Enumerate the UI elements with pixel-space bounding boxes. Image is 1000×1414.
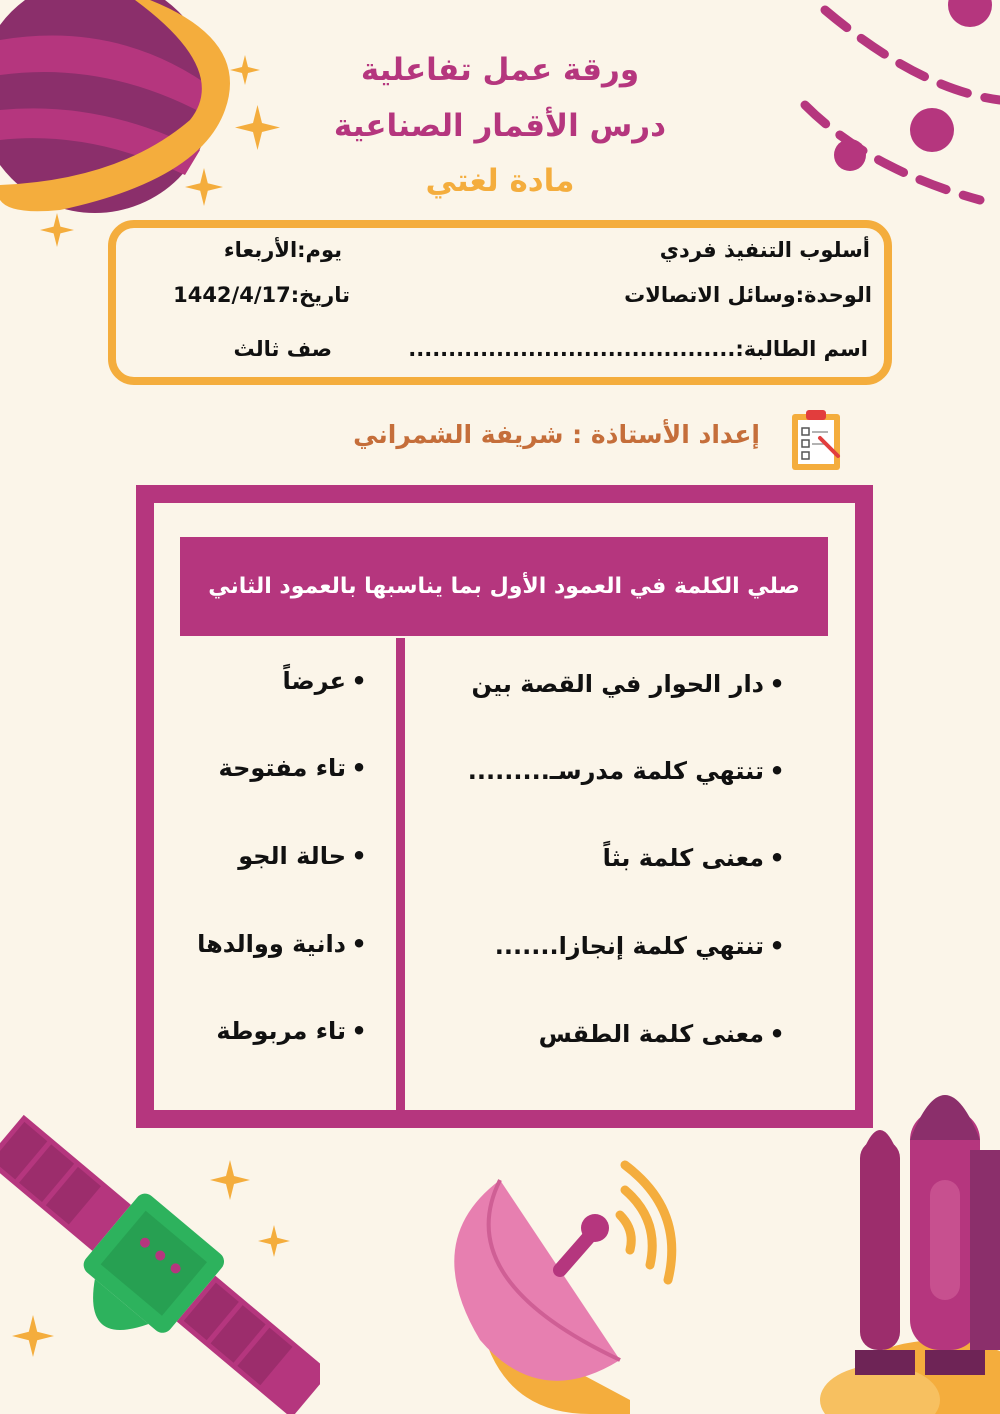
- date-label: تاريخ:1442/4/17: [173, 283, 350, 307]
- column2-item[interactable]: •دانية ووالدها: [197, 930, 367, 958]
- orbit-icon: [790, 0, 1000, 215]
- teacher-credit: إعداد الأستاذة : شريفة الشمراني: [353, 420, 760, 449]
- column1-item[interactable]: •معنى كلمة الطقس: [538, 1020, 785, 1048]
- grade-label: صف ثالث: [233, 337, 332, 361]
- column1-item[interactable]: •معنى كلمة بثاً: [602, 844, 785, 872]
- column1-item[interactable]: •تنتهي كلمة إنجازا.......: [494, 932, 785, 960]
- worksheet-title: ورقة عمل تفاعلية: [360, 52, 640, 88]
- star-icon: [12, 1315, 54, 1357]
- unit-label: الوحدة:وسائل الاتصالات: [624, 283, 872, 307]
- star-icon: [210, 1160, 250, 1200]
- instruction-bar: صلي الكلمة في العمود الأول بما يناسبها بالعمود الثاني: [180, 537, 828, 636]
- satellite-dish-icon: [440, 1160, 680, 1414]
- day-label: يوم:الأربعاء: [223, 238, 342, 262]
- column1-item[interactable]: •دار الحوار في القصة بين: [471, 670, 785, 698]
- column-divider: [396, 638, 405, 1110]
- column2-item[interactable]: •تاء مفتوحة: [218, 754, 367, 782]
- star-icon: [40, 213, 74, 247]
- column2-item[interactable]: •حالة الجو: [238, 842, 367, 870]
- method-label: أسلوب التنفيذ فردي: [659, 238, 870, 262]
- column2-item[interactable]: •عرضاً: [282, 667, 367, 695]
- clipboard-icon: [790, 408, 842, 472]
- rocket-icon: [820, 1070, 1000, 1414]
- subject-title: مادة لغتي: [425, 163, 575, 199]
- lesson-title: درس الأقمار الصناعية: [333, 108, 667, 144]
- student-name-field[interactable]: اسم الطالبة:.........................................: [408, 337, 868, 361]
- column2-item[interactable]: •تاء مربوطة: [216, 1017, 367, 1045]
- star-icon: [258, 1225, 290, 1257]
- column1-item[interactable]: •تنتهي كلمة مدرسـ.........: [467, 757, 785, 785]
